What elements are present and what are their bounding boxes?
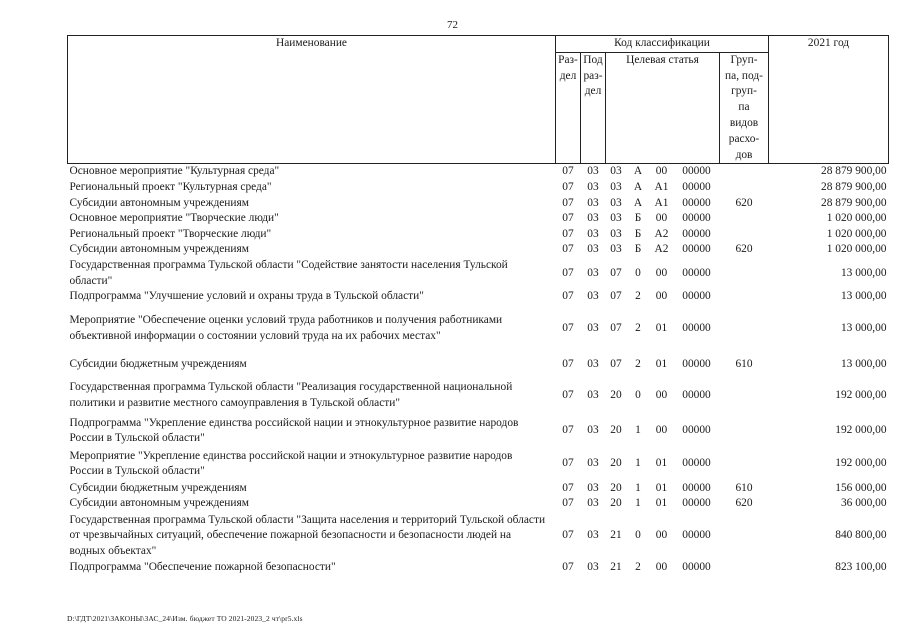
row-subprogram-code: Б (634, 212, 642, 225)
row-name: Подпрограмма "Улучшение условий и охраны труда в Тульской области" (69, 290, 424, 303)
row-activity-code: 01 (655, 457, 668, 470)
row-name: Государственная программа Тульской области "Защита населения и территорий Тульской области от чрезвычайных ситуаций, обеспечение пожарной безопасности и безопасности людей на водных объектах" (69, 513, 546, 557)
row-subprogram-code: Б (634, 243, 642, 256)
header-subsection: Под раз- дел (581, 52, 606, 164)
row-program-code: 20 (610, 497, 622, 510)
row-expense-group (720, 289, 769, 305)
row-program-code: 07 (610, 357, 622, 370)
row-program-code: 03 (610, 227, 622, 240)
row-name: Региональный проект "Творческие люди" (69, 227, 272, 240)
row-amount: 156 000,00 (835, 481, 887, 494)
row-subprogram-code: 0 (635, 266, 641, 279)
row-subprogram-code: 1 (635, 424, 641, 437)
row-program-code: 03 (610, 212, 622, 225)
row-subsection: 03 (587, 481, 599, 494)
row-amount: 13 000,00 (840, 290, 887, 303)
row-subprogram-code: А (633, 165, 643, 178)
row-subsection: 03 (587, 529, 599, 542)
row-section: 07 (562, 243, 574, 256)
row-direction-code: 00000 (682, 243, 711, 256)
row-direction-code: 00000 (682, 481, 711, 494)
row-expense-group (720, 448, 769, 481)
row-expense-group: 610 (735, 481, 753, 494)
row-section: 07 (562, 424, 574, 437)
row-direction-code: 00000 (682, 457, 711, 470)
row-section: 07 (562, 165, 574, 178)
table-row (68, 196, 889, 212)
row-direction-code: 00000 (682, 321, 711, 334)
row-section: 07 (562, 180, 574, 193)
row-direction-code: 00000 (682, 357, 711, 370)
row-activity-code: 01 (655, 357, 668, 370)
row-subprogram-code: 2 (635, 560, 641, 573)
row-expense-group (720, 211, 769, 227)
row-amount: 1 020 000,00 (826, 227, 887, 240)
header-classification-code: Код классификации (556, 36, 769, 53)
row-section: 07 (562, 388, 574, 401)
row-program-code: 21 (610, 529, 622, 542)
table-body (68, 164, 889, 576)
row-name: Субсидии автономным учреждениям (69, 497, 249, 510)
row-section: 07 (562, 481, 574, 494)
row-name: Государственная программа Тульской области "Реализация государственной национальной политики и развитие местного самоуправления в Тульской области" (69, 381, 513, 409)
row-program-code: 20 (610, 388, 622, 401)
row-section: 07 (562, 290, 574, 303)
row-program-code: 07 (610, 321, 622, 334)
row-expense-group (720, 180, 769, 196)
row-amount: 1 020 000,00 (826, 212, 887, 225)
table-row (68, 258, 889, 289)
row-subprogram-code: 1 (635, 457, 641, 470)
row-expense-group (720, 258, 769, 289)
header-name: Наименование (68, 36, 556, 164)
row-activity-code: 00 (655, 388, 668, 401)
row-direction-code: 00000 (682, 290, 711, 303)
row-section: 07 (562, 357, 574, 370)
row-activity-code: А2 (654, 243, 669, 256)
header-section: Раз- дел (556, 52, 581, 164)
row-subprogram-code: 1 (635, 481, 641, 494)
table-row (68, 415, 889, 448)
row-program-code: 20 (610, 424, 622, 437)
row-amount: 13 000,00 (840, 266, 887, 279)
row-expense-group: 620 (735, 497, 753, 510)
header-year: 2021 год (769, 36, 889, 164)
row-activity-code: 01 (655, 481, 668, 494)
row-program-code: 07 (610, 266, 622, 279)
row-subprogram-code: Б (634, 227, 642, 240)
row-amount: 192 000,00 (835, 457, 887, 470)
row-name: Мероприятие "Укрепление единства российской нации и этнокультурное развитие народов России в Тульской области" (69, 449, 513, 478)
row-direction-code: 00000 (682, 424, 711, 437)
row-subprogram-code: А (633, 180, 643, 193)
row-section: 07 (562, 212, 574, 225)
row-activity-code: А1 (654, 180, 669, 193)
row-expense-group (720, 512, 769, 560)
table-row (68, 496, 889, 512)
row-name: Субсидии бюджетным учреждениям (69, 357, 247, 370)
row-expense-group (720, 377, 769, 415)
row-direction-code: 00000 (682, 227, 711, 240)
row-subsection: 03 (587, 560, 599, 573)
row-subsection: 03 (587, 290, 599, 303)
row-expense-group: 610 (735, 357, 753, 370)
row-subprogram-code: 0 (635, 529, 641, 542)
row-section: 07 (562, 196, 574, 209)
row-name: Субсидии бюджетным учреждениям (69, 481, 247, 494)
table-row (68, 305, 889, 353)
row-expense-group (720, 305, 769, 353)
row-program-code: 20 (610, 481, 622, 494)
row-activity-code: 00 (655, 560, 668, 573)
page-number: 72 (447, 19, 458, 31)
row-subsection: 03 (587, 266, 599, 279)
row-amount: 13 000,00 (840, 321, 887, 334)
row-activity-code: 00 (655, 290, 668, 303)
row-direction-code: 00000 (682, 165, 711, 178)
row-amount: 840 800,00 (835, 529, 887, 542)
table-row (68, 481, 889, 497)
row-activity-code: 00 (655, 424, 668, 437)
table-row (68, 353, 889, 377)
row-name: Мероприятие "Обеспечение оценки условий труда работников и получения работниками объективной информации о состоянии условий труда на их рабочих местах" (69, 314, 503, 342)
row-subprogram-code: 2 (635, 357, 641, 370)
row-activity-code: 01 (655, 321, 668, 334)
file-path-footer: D:\ГДТ\2021\ЗАКОНЫ\ЗАС_24\Изм. бюджет ТО 2021-2023_2 чт\pr5.xls (67, 614, 303, 623)
row-activity-code: 00 (655, 529, 668, 542)
row-program-code: 03 (610, 196, 622, 209)
row-section: 07 (562, 529, 574, 542)
row-activity-code: 01 (655, 497, 668, 510)
row-name: Региональный проект "Культурная среда" (69, 180, 272, 193)
header-target-item: Целевая статья (606, 52, 720, 164)
row-activity-code: 00 (655, 212, 668, 225)
row-name: Подпрограмма "Укрепление единства российской нации и этнокультурное развитие народов России в Тульской области" (69, 416, 519, 445)
row-subsection: 03 (587, 357, 599, 370)
row-program-code: 21 (610, 560, 622, 573)
row-name: Подпрограмма "Обеспечение пожарной безопасности" (69, 560, 336, 573)
row-section: 07 (562, 266, 574, 279)
row-section: 07 (562, 560, 574, 573)
row-subsection: 03 (587, 212, 599, 225)
row-program-code: 03 (610, 180, 622, 193)
row-subsection: 03 (587, 196, 599, 209)
row-name: Основное мероприятие "Культурная среда" (69, 165, 280, 178)
row-amount: 28 879 900,00 (821, 196, 887, 209)
row-direction-code: 00000 (682, 388, 711, 401)
row-name: Субсидии автономным учреждениям (69, 243, 249, 256)
row-activity-code: 00 (655, 266, 668, 279)
row-expense-group (720, 415, 769, 448)
table-row (68, 242, 889, 258)
row-subprogram-code: 1 (635, 497, 641, 510)
row-expense-group (720, 560, 769, 576)
row-name: Государственная программа Тульской области "Содействие занятости населения Тульской области" (69, 258, 508, 287)
row-direction-code: 00000 (682, 266, 711, 279)
table-row (68, 227, 889, 243)
row-program-code: 03 (610, 243, 622, 256)
budget-table-container (67, 35, 888, 576)
table-row (68, 289, 889, 305)
table-row (68, 377, 889, 415)
row-subsection: 03 (587, 165, 599, 178)
table-row (68, 560, 889, 576)
table-row (68, 211, 889, 227)
row-subsection: 03 (587, 457, 599, 470)
budget-table (67, 35, 889, 576)
table-row (68, 512, 889, 560)
row-amount: 28 879 900,00 (821, 180, 887, 193)
row-program-code: 07 (610, 290, 622, 303)
row-name: Субсидии автономным учреждениям (69, 196, 249, 209)
row-subprogram-code: 0 (635, 388, 641, 401)
table-header (68, 36, 889, 164)
row-amount: 192 000,00 (835, 388, 887, 401)
header-expense-group: Груп- па, под- груп- па видов расхо- дов (720, 52, 769, 164)
row-direction-code: 00000 (682, 560, 711, 573)
row-amount: 192 000,00 (835, 424, 887, 437)
row-subprogram-code: А (633, 196, 643, 209)
row-subprogram-code: 2 (635, 290, 641, 303)
row-direction-code: 00000 (682, 497, 711, 510)
row-subsection: 03 (587, 424, 599, 437)
row-activity-code: А1 (654, 196, 669, 209)
row-program-code: 20 (610, 457, 622, 470)
row-direction-code: 00000 (682, 180, 711, 193)
row-subsection: 03 (587, 180, 599, 193)
row-subsection: 03 (587, 497, 599, 510)
row-name: Основное мероприятие "Творческие люди" (69, 212, 279, 225)
row-subsection: 03 (587, 321, 599, 334)
row-expense-group: 620 (735, 243, 753, 256)
row-amount: 13 000,00 (840, 357, 887, 370)
row-amount: 36 000,00 (840, 497, 887, 510)
row-section: 07 (562, 457, 574, 470)
row-amount: 1 020 000,00 (826, 243, 887, 256)
row-activity-code: 00 (655, 165, 668, 178)
row-amount: 823 100,00 (835, 560, 887, 573)
row-expense-group (720, 227, 769, 243)
row-section: 07 (562, 497, 574, 510)
row-direction-code: 00000 (682, 212, 711, 225)
row-section: 07 (562, 227, 574, 240)
row-section: 07 (562, 321, 574, 334)
row-expense-group: 620 (735, 196, 753, 209)
table-row (68, 164, 889, 180)
row-direction-code: 00000 (682, 529, 711, 542)
row-subsection: 03 (587, 227, 599, 240)
table-row (68, 180, 889, 196)
row-amount: 28 879 900,00 (821, 165, 887, 178)
row-program-code: 03 (610, 165, 622, 178)
row-subsection: 03 (587, 388, 599, 401)
row-expense-group (720, 164, 769, 180)
row-direction-code: 00000 (682, 196, 711, 209)
row-subprogram-code: 2 (635, 321, 641, 334)
table-row (68, 448, 889, 481)
row-subsection: 03 (587, 243, 599, 256)
row-activity-code: А2 (654, 227, 669, 240)
